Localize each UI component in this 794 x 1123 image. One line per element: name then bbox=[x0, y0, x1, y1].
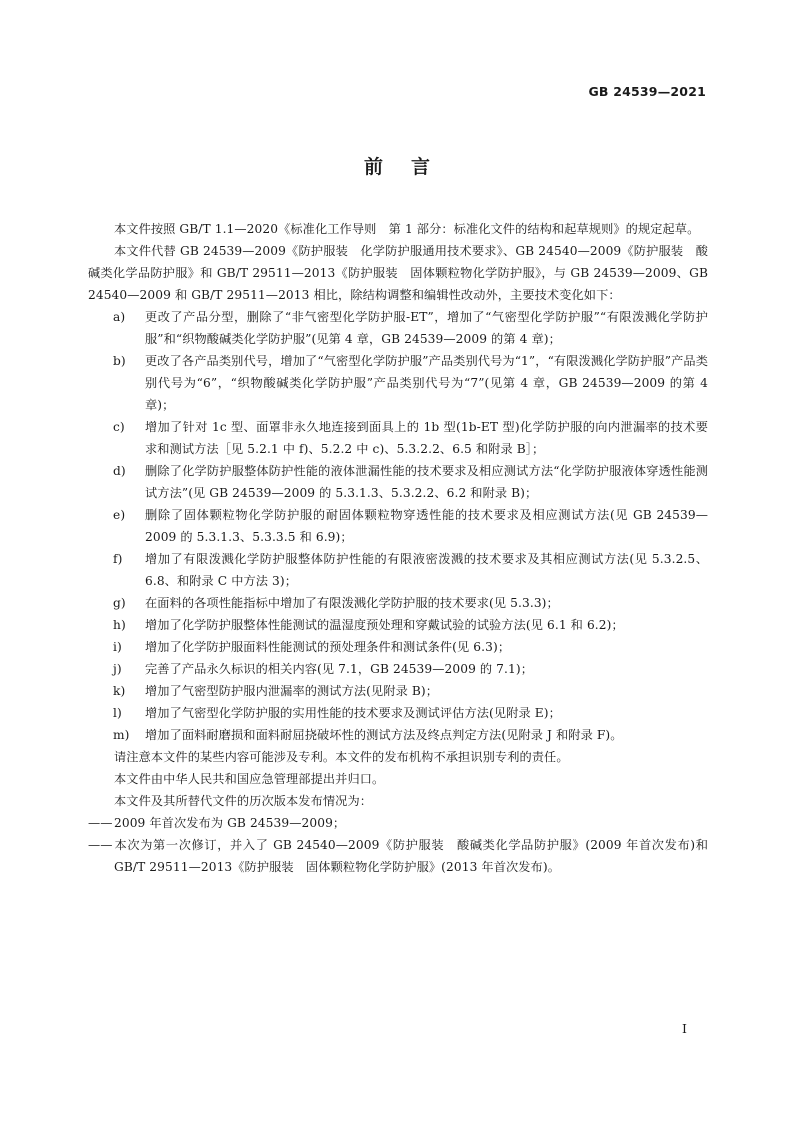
list-item-text: 增加了气密型防护服内泄漏率的测试方法(见附录 B)； bbox=[145, 684, 439, 698]
list-item-marker: l) bbox=[113, 706, 122, 720]
list-item-text: 完善了产品永久标识的相关内容(见 7.1，GB 24539—2009 的 7.1)； bbox=[145, 662, 534, 676]
history-item bbox=[88, 812, 708, 834]
dash-marker: —— bbox=[88, 816, 113, 830]
list-item-text: 增加了化学防护服整体性能测试的温湿度预处理和穿戴试验的试验方法(见 6.1 和 6.2)； bbox=[145, 618, 624, 632]
list-item bbox=[88, 460, 708, 504]
list-item bbox=[88, 614, 708, 636]
list-item-marker: b) bbox=[113, 354, 126, 368]
list-item-text: 增加了气密型化学防护服的实用性能的技术要求及测试评估方法(见附录 E)； bbox=[145, 706, 561, 720]
list-item bbox=[88, 680, 708, 702]
list-item bbox=[88, 592, 708, 614]
list-item bbox=[88, 702, 708, 724]
list-item-text: 在面料的各项性能指标中增加了有限泼溅化学防护服的技术要求(见 5.3.3)； bbox=[145, 596, 559, 610]
history-item bbox=[88, 834, 708, 878]
history-text: 本次为第一次修订，并入了 GB 24540—2009《防护服装 酸碱类化学品防护服》(2009 年首次发布)和 GB/T 29511—2013《防护服装 固体颗粒物化学防护服》(2013 年首次发布)。 bbox=[114, 838, 708, 874]
list-item-marker: m) bbox=[113, 728, 130, 742]
list-item bbox=[88, 724, 708, 746]
history-list bbox=[88, 812, 708, 878]
paragraph-history-intro: 本文件及其所替代文件的历次版本发布情况为： bbox=[114, 794, 373, 808]
list-item bbox=[88, 416, 708, 460]
list-item-text: 增加了面料耐磨损和面料耐屈挠破坏性的测试方法及终点判定方法(见附录 J 和附录 F)。 bbox=[145, 728, 623, 742]
list-item-marker: i) bbox=[113, 640, 122, 654]
paragraph-replacement: 本文件代替 GB 24539—2009《防护服装 化学防护服通用技术要求》、GB 24540—2009《防护服装 酸碱类化学品防护服》和 GB/T 29511—2013《防护服装 固体颗粒物化学防护服》，与 GB 24539—2009、GB 24540—2009 和 GB/T 29511—2013 相比，除结构调整和编辑性改动外，主要技术变化如下： bbox=[88, 244, 708, 302]
list-item-text: 更改了各产品类别代号，增加了“气密型化学防护服”产品类别代号为“1”，“有限泼溅化学防护服”产品类别代号为“6”，“织物酸碱类化学防护服”产品类别代号为“7”(见第 4 章，GB 24539—2009 的第 4 章)； bbox=[145, 354, 708, 412]
list-item bbox=[88, 504, 708, 548]
list-item bbox=[88, 548, 708, 592]
page-number: I bbox=[682, 1021, 687, 1036]
paragraph-patent-notice: 请注意本文件的某些内容可能涉及专利。本文件的发布机构不承担识别专利的责任。 bbox=[114, 750, 569, 764]
list-item bbox=[88, 306, 708, 350]
list-item-marker: c) bbox=[113, 420, 125, 434]
paragraph-proposer: 本文件由中华人民共和国应急管理部提出并归口。 bbox=[114, 772, 385, 786]
list-item-marker: e) bbox=[113, 508, 126, 522]
list-item-text: 增加了化学防护服面料性能测试的预处理条件和测试条件(见 6.3)； bbox=[145, 640, 511, 654]
list-item-marker: h) bbox=[113, 618, 126, 632]
list-item bbox=[88, 658, 708, 680]
dash-marker: —— bbox=[88, 838, 113, 852]
list-item bbox=[88, 636, 708, 658]
list-item-marker: d) bbox=[113, 464, 126, 478]
list-item-marker: g) bbox=[113, 596, 126, 610]
list-item-marker: j) bbox=[113, 662, 122, 676]
document-body bbox=[88, 218, 708, 878]
list-item-text: 更改了产品分型，删除了“非气密型化学防护服-ET”，增加了“气密型化学防护服”“有限泼溅化学防护服”和“织物酸碱类化学防护服”(见第 4 章，GB 24539—2009 的第 4 章)； bbox=[145, 310, 708, 346]
paragraph-drafting-rules: 本文件按照 GB/T 1.1—2020《标准化工作导则 第 1 部分：标准化文件的结构和起草规则》的规定起草。 bbox=[114, 222, 700, 236]
standard-number: GB 24539—2021 bbox=[588, 84, 706, 99]
list-item-text: 删除了固体颗粒物化学防护服的耐固体颗粒物穿透性能的技术要求及相应测试方法(见 GB 24539—2009 的 5.3.1.3、5.3.3.5 和 6.9)； bbox=[145, 508, 708, 544]
list-item-text: 增加了针对 1c 型、面罩非永久地连接到面具上的 1b 型(1b-ET 型)化学防护服的向内泄漏率的技术要求和测试方法［见 5.2.1 中 f)、5.2.2 中 c)、5.3.2.2、6.5 和附录 B］； bbox=[145, 420, 708, 456]
list-item-marker: k) bbox=[113, 684, 126, 698]
history-text: 2009 年首次发布为 GB 24539—2009； bbox=[114, 816, 346, 830]
page-title: 前言 bbox=[363, 156, 458, 178]
change-list bbox=[88, 306, 708, 746]
list-item-text: 增加了有限泼溅化学防护服整体防护性能的有限液密泼溅的技术要求及其相应测试方法(见 5.3.2.5、6.8、和附录 C 中方法 3)； bbox=[145, 552, 708, 588]
list-item-marker: f) bbox=[113, 552, 123, 566]
list-item-text: 删除了化学防护服整体防护性能的液体泄漏性能的技术要求及相应测试方法“化学防护服液体穿透性能测试方法”(见 GB 24539—2009 的 5.3.1.3、5.3.2.2、6.2 和附录 B)； bbox=[145, 464, 708, 500]
list-item bbox=[88, 350, 708, 416]
list-item-marker: a) bbox=[113, 310, 126, 324]
